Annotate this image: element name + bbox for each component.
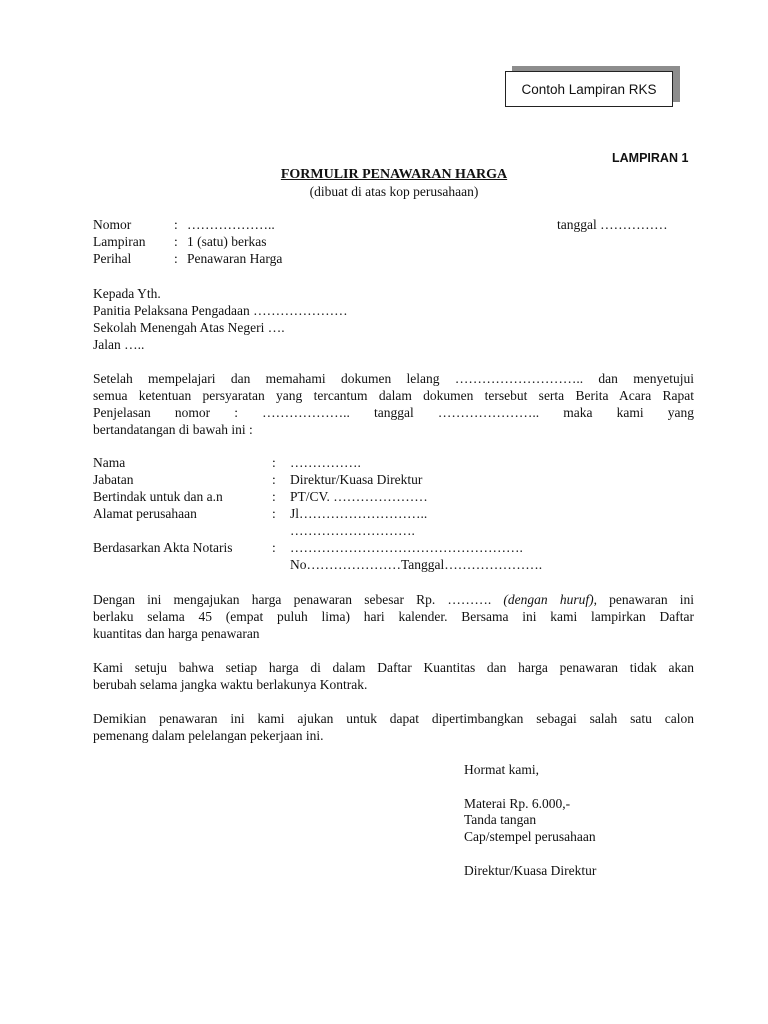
lampiran-row-label: Lampiran [93, 234, 146, 249]
identity-value: PT/CV. ………………… [290, 489, 428, 504]
paragraph-line: semua ketentuan persyaratan yang tercantum dalam dokumen tersebut serta Berita Acara Rapat [93, 388, 694, 403]
lampiran-row-colon: : [174, 234, 178, 249]
nomor-label: Nomor [93, 217, 132, 232]
perihal-label: Perihal [93, 251, 132, 266]
signature-tanda-tangan: Tanda tangan [464, 812, 537, 827]
identity-label: Berdasarkan Akta Notaris [93, 540, 233, 555]
recipient-line: Sekolah Menengah Atas Negeri …. [93, 320, 285, 335]
identity-value: Direktur/Kuasa Direktur [290, 472, 423, 487]
tanggal-field: tanggal …………… [557, 217, 668, 232]
agree-paragraph [93, 659, 694, 693]
identity-label: Bertindak untuk dan a.n [93, 489, 223, 504]
offer-text-emphasis: (dengan huruf) [503, 592, 594, 607]
paragraph-line [93, 591, 694, 608]
identity-colon: : [272, 506, 276, 521]
perihal-value: Penawaran Harga [187, 251, 283, 266]
identity-label: Jabatan [93, 472, 134, 487]
signature-materai: Materai Rp. 6.000,- [464, 796, 571, 811]
identity-colon: : [272, 455, 276, 470]
identity-label: Alamat perusahaan [93, 506, 197, 521]
paragraph-line: berubah selama jangka waktu berlakunya Kontrak. [93, 677, 368, 692]
offer-text: Dengan ini mengajukan harga penawaran sebesar Rp. ………. [93, 592, 504, 607]
paragraph-line: bertandatangan di bawah ini : [93, 422, 253, 437]
perihal-colon: : [174, 251, 178, 266]
identity-value: ……………………………………………. [290, 540, 523, 555]
nomor-value: ……………….. [187, 217, 275, 232]
form-subtitle: (dibuat di atas kop perusahaan) [309, 184, 479, 199]
paragraph-line: Kami setuju bahwa setiap harga di dalam Daftar Kuantitas dan harga penawaran tidak akan [93, 660, 694, 675]
paragraph-line: kuantitas dan harga penawaran [93, 626, 260, 641]
identity-value: Jl……………………….. [290, 506, 428, 521]
offer-text: , penawaran ini [593, 592, 694, 607]
identity-value: ……………. [290, 455, 361, 470]
signature-cap: Cap/stempel perusahaan [464, 829, 596, 844]
identity-colon: : [272, 472, 276, 487]
paragraph-line: Demikian penawaran ini kami ajukan untuk dapat dipertimbangkan sebagai salah satu calon [93, 711, 694, 726]
paragraph-line: berlaku selama 45 (empat puluh lima) hari kalender. Bersama ini kami lampirkan Daftar [93, 609, 694, 624]
form-title: FORMULIR PENAWARAN HARGA [280, 167, 508, 182]
identity-value-continued: ………………………. [290, 523, 415, 538]
lampiran-label: LAMPIRAN 1 [612, 151, 689, 165]
identity-colon: : [272, 489, 276, 504]
header-box [505, 71, 673, 107]
identity-value-continued: No…………………Tanggal…………………. [290, 557, 543, 572]
closing-paragraph [93, 710, 694, 744]
lampiran-row-value: 1 (satu) berkas [187, 234, 267, 249]
nomor-colon: : [174, 217, 178, 232]
signature-jabatan: Direktur/Kuasa Direktur [464, 863, 597, 878]
paragraph-line: Penjelasan nomor : ……………….. tanggal ………………….. maka kami yang [93, 405, 694, 420]
recipient-line: Kepada Yth. [93, 286, 161, 301]
recipient-line: Panitia Pelaksana Pengadaan ………………… [93, 303, 348, 318]
recipient-line: Jalan ….. [93, 337, 145, 352]
identity-colon: : [272, 540, 276, 555]
paragraph-line: pemenang dalam pelelangan pekerjaan ini. [93, 728, 324, 743]
offer-paragraph [93, 591, 694, 642]
intro-paragraph [93, 370, 694, 438]
paragraph-line: Setelah mempelajari dan memahami dokumen lelang ……………………….. dan menyetujui [93, 371, 694, 386]
header-box-label: Contoh Lampiran RKS [521, 81, 657, 97]
signature-greeting: Hormat kami, [464, 762, 539, 777]
identity-label: Nama [93, 455, 126, 470]
